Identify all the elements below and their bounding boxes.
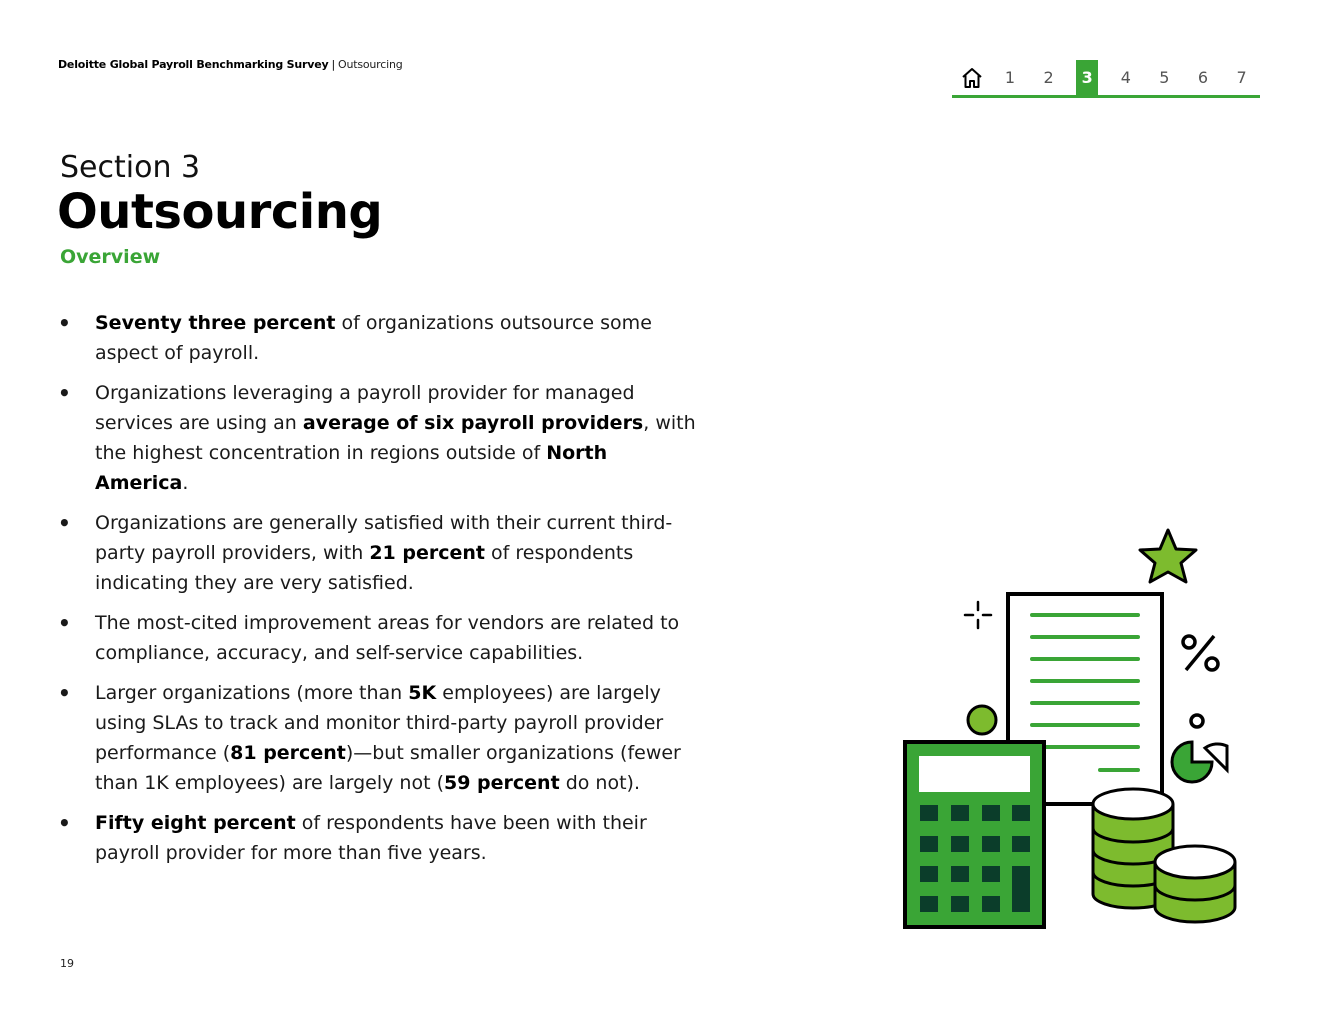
- bullet-highlight: 21 percent: [369, 542, 485, 564]
- nav-page-7[interactable]: 7: [1236, 68, 1247, 87]
- coins-icon: [1093, 789, 1235, 922]
- bullet-item: [58, 308, 698, 368]
- bullet-highlight: 5K: [408, 682, 437, 704]
- percent-icon: [1183, 636, 1218, 670]
- bullet-text: employees) are largely using SLAs to track and monitor third-party payroll provider performance (: [95, 682, 664, 764]
- bullet-marker: •: [58, 511, 71, 535]
- bullet-text: )—but smaller organizations (fewer than 1K employees) are largely not (: [95, 742, 681, 794]
- page-number: 19: [60, 957, 74, 970]
- nav-page-6[interactable]: 6: [1197, 68, 1209, 87]
- bullet-marker: •: [58, 681, 71, 705]
- bullet-highlight: 59 percent: [444, 772, 560, 794]
- nav-page-5[interactable]: 5: [1159, 68, 1170, 87]
- bullet-item: [58, 508, 698, 598]
- header-section-name: Outsourcing: [337, 58, 403, 71]
- bullet-text: , with the highest concentration in regions outside of: [95, 412, 696, 464]
- bullet-marker: •: [58, 311, 71, 335]
- bullet-text: Organizations leveraging a payroll provider for managed services are using an: [95, 382, 635, 434]
- bullet-highlight: Seventy three percent: [95, 312, 336, 334]
- overview-bullet-list: [58, 308, 698, 878]
- green-dot-icon: [968, 706, 996, 734]
- bullet-marker: •: [58, 611, 71, 635]
- outsourcing-illustration: [896, 522, 1256, 942]
- bullet-text: .: [182, 472, 189, 494]
- nav-page-3[interactable]: 3: [1076, 60, 1098, 95]
- bullet-item: [58, 678, 698, 798]
- bullet-text: Organizations are generally satisfied with their current third-party payroll providers, with: [95, 512, 673, 564]
- bullet-text: of organizations outsource some aspect of payroll.: [95, 312, 652, 364]
- overview-subtitle: Overview: [60, 246, 161, 268]
- bullet-text: do not).: [559, 772, 641, 794]
- bullet-item: [58, 608, 698, 668]
- small-circle-icon: [1191, 715, 1203, 727]
- bullet-highlight: average of six payroll providers: [302, 412, 644, 434]
- bullet-text: The most-cited improvement areas for vendors are related to compliance, accuracy, and self-service capabilities.: [95, 612, 680, 664]
- bullet-text: Larger organizations (more than: [95, 682, 409, 704]
- document-header: [58, 58, 403, 71]
- sparkle-icon: [965, 602, 991, 628]
- bullet-highlight: Fifty eight percent: [95, 812, 296, 834]
- nav-page-4[interactable]: 4: [1120, 68, 1131, 87]
- nav-page-2[interactable]: 2: [1043, 68, 1054, 87]
- pie-chart-icon: [1172, 742, 1227, 782]
- bullet-text: of respondents indicating they are very satisfied.: [95, 542, 634, 594]
- home-icon[interactable]: [960, 66, 984, 90]
- star-icon: [1140, 530, 1196, 582]
- bullet-text: of respondents have been with their payroll provider for more than five years.: [95, 812, 647, 864]
- bullet-marker: •: [58, 811, 71, 835]
- bullet-highlight: 81 percent: [230, 742, 346, 764]
- section-navigation: [952, 60, 1260, 98]
- bullet-marker: •: [58, 381, 71, 405]
- bullet-highlight: North America: [95, 442, 608, 494]
- section-label: Section 3: [60, 150, 201, 185]
- page-title: Outsourcing: [57, 184, 383, 240]
- header-separator: |: [331, 58, 335, 71]
- bullet-item: [58, 378, 698, 498]
- nav-page-1[interactable]: 1: [1004, 68, 1016, 87]
- bullet-item: [58, 808, 698, 868]
- calculator-icon: [905, 742, 1044, 927]
- survey-title: Deloitte Global Payroll Benchmarking Survey: [58, 58, 329, 71]
